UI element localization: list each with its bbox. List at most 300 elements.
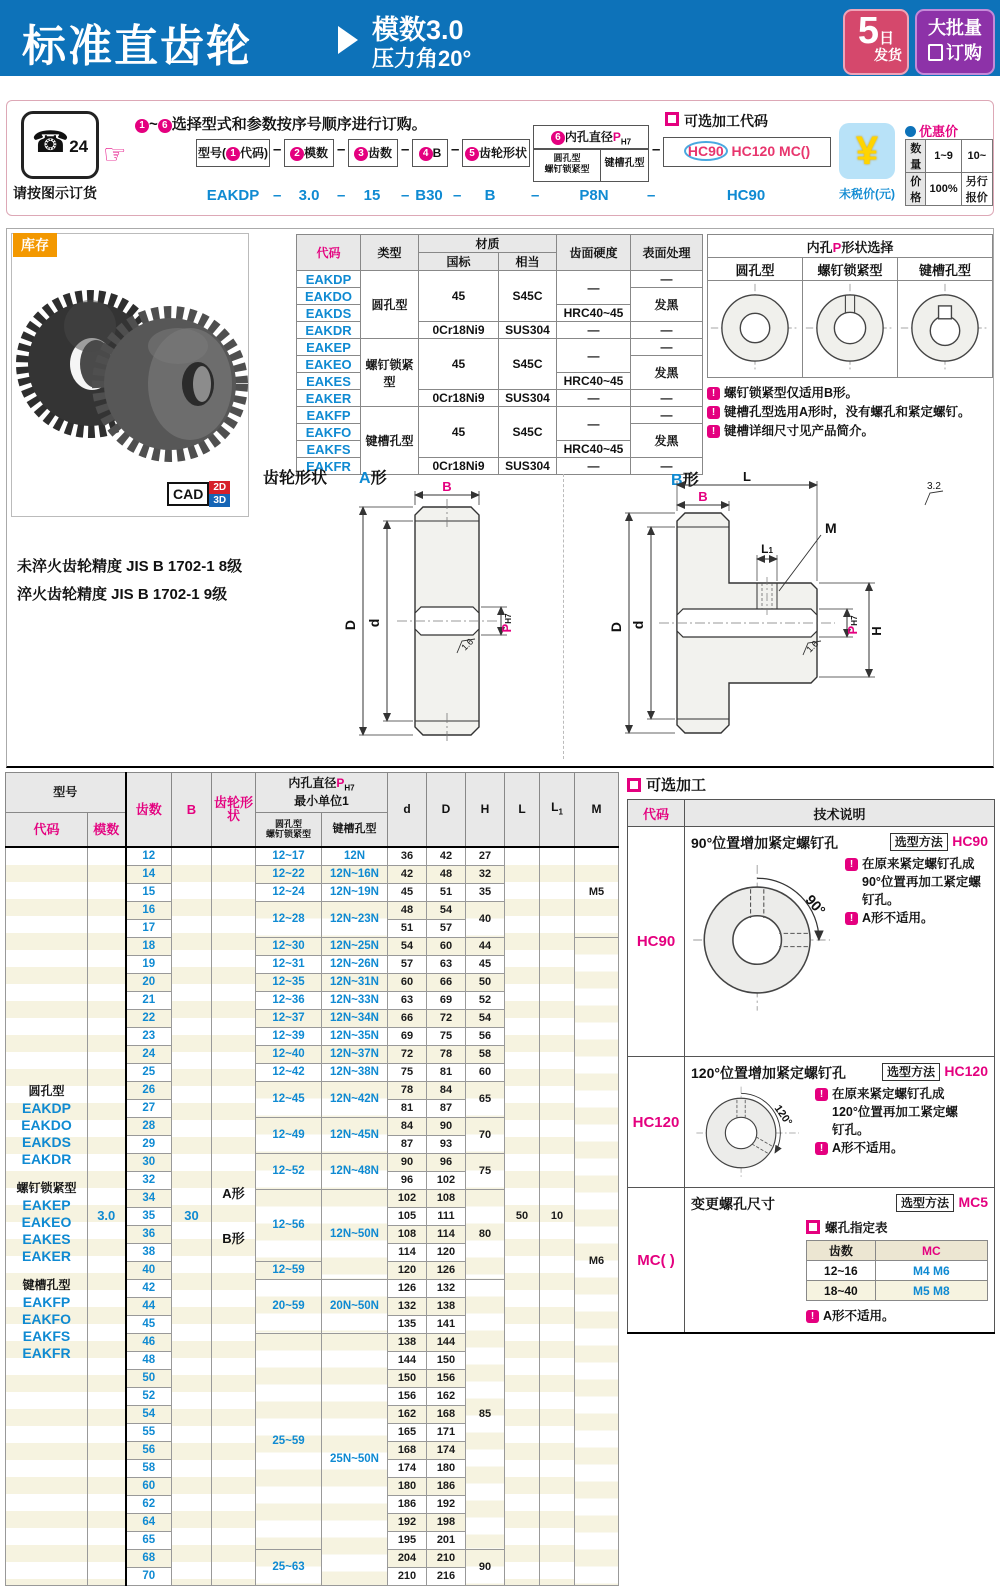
table-cell: 27 — [126, 1099, 172, 1117]
svg-text:PH7: PH7 — [845, 615, 860, 635]
table-cell: 80 — [466, 1189, 505, 1279]
material-code: EAKDR — [297, 322, 361, 339]
svg-text:B: B — [442, 479, 452, 494]
table-cell: 44 — [466, 937, 505, 955]
table-cell: 192 — [388, 1513, 427, 1531]
shape-a-label: A形 — [359, 470, 387, 487]
table-cell: 126 — [427, 1261, 466, 1279]
table-cell: 32 — [466, 865, 505, 883]
table-cell: 12~28 — [256, 901, 322, 937]
table-cell: 52 — [466, 991, 505, 1009]
dash: – — [273, 187, 282, 204]
table-cell: 22 — [126, 1009, 172, 1027]
header-bore-round: 圆孔型 螺钉锁紧型 — [256, 813, 322, 847]
table-cell: 32 — [126, 1171, 172, 1189]
dash: – — [531, 187, 540, 204]
table-cell: 54 — [388, 937, 427, 955]
table-cell: 12~56 — [256, 1189, 322, 1261]
table-cell: 204 — [388, 1549, 427, 1567]
table-cell: 186 — [388, 1495, 427, 1513]
material-cell: S45C — [499, 271, 557, 322]
table-cell: 20N~50N — [322, 1279, 388, 1333]
table-cell: 96 — [388, 1171, 427, 1189]
material-cell: 圆孔型 — [361, 271, 419, 339]
material-cell: 键槽孔型 — [361, 407, 419, 475]
dash: – — [273, 141, 282, 158]
header-bore-key: 键槽孔型 — [322, 813, 388, 847]
page-header — [0, 0, 1000, 76]
bore-shape-notes: ! 螺钉锁紧型仅适用B形。 ! 键槽孔型选用A形时，没有螺孔和紧定螺钉。 ! 键槽详细尺寸见产品简介。 — [707, 384, 993, 441]
table-cell: 70 — [126, 1567, 172, 1585]
table-cell: 35 — [466, 883, 505, 901]
table-cell: 46 — [126, 1333, 172, 1351]
table-cell: 66 — [427, 973, 466, 991]
table-cell: 29 — [126, 1135, 172, 1153]
table-cell: 69 — [427, 991, 466, 1009]
table-cell: 78 — [427, 1045, 466, 1063]
table-cell: 50 — [126, 1369, 172, 1387]
table-cell: 12~37 — [256, 1009, 322, 1027]
material-cell: — — [557, 390, 631, 407]
material-row — [297, 271, 703, 288]
dot-icon — [905, 126, 916, 137]
note-icon: ! — [707, 406, 720, 419]
table-cell: 3.0 — [88, 847, 126, 1586]
phone-caption: 请按图示订货 — [13, 185, 97, 201]
material-code: EAKEP — [297, 339, 361, 356]
dash: – — [451, 141, 460, 158]
table-cell: 156 — [427, 1369, 466, 1387]
svg-text:L1: L1 — [761, 542, 773, 556]
table-cell: 12 — [126, 847, 172, 866]
dash: – — [401, 141, 410, 158]
table-cell: 12N~19N — [322, 883, 388, 901]
note-icon: ! — [707, 387, 720, 400]
drawing-divider — [563, 474, 564, 759]
material-cell: 45 — [419, 271, 499, 322]
gear-shape-label: 齿轮形状 — [263, 470, 328, 487]
table-cell: 135 — [388, 1315, 427, 1333]
table-cell: 141 — [427, 1315, 466, 1333]
note-icon: ! — [845, 858, 858, 871]
material-cell: HRC40~45 — [557, 441, 631, 458]
table-cell: 84 — [427, 1081, 466, 1099]
table-cell: 198 — [427, 1513, 466, 1531]
bulk-order-badge: 大批量 订购 — [915, 9, 995, 75]
table-cell: 72 — [427, 1009, 466, 1027]
table-cell: 180 — [427, 1459, 466, 1477]
table-cell: 78 — [388, 1081, 427, 1099]
table-cell: 42 — [427, 847, 466, 866]
setscrew-bore-diagram — [804, 282, 896, 374]
material-code: EAKDO — [297, 288, 361, 305]
table-cell: 105 — [388, 1207, 427, 1225]
table-cell: 174 — [388, 1459, 427, 1477]
table-cell: 56 — [126, 1441, 172, 1459]
table-cell: 12~31 — [256, 955, 322, 973]
material-cell: — — [631, 458, 703, 475]
table-cell: 81 — [427, 1063, 466, 1081]
material-code: EAKER — [297, 390, 361, 407]
order-box-bore-types: 圆孔型 螺钉锁紧型 键槽孔型 — [533, 148, 649, 182]
optional-code-label: 可选加工代码 — [665, 111, 768, 131]
table-cell: 75 — [427, 1027, 466, 1045]
bore-col-setscrew: 螺钉锁紧型 — [803, 258, 898, 281]
material-cell: — — [631, 339, 703, 356]
table-cell: 65 — [466, 1081, 505, 1117]
table-cell: 12N~33N — [322, 991, 388, 1009]
material-code: EAKFS — [297, 441, 361, 458]
material-cell: 0Cr18Ni9 — [419, 390, 499, 407]
table-cell: M5 — [575, 847, 619, 938]
table-cell: 40 — [466, 901, 505, 937]
svg-text:H: H — [869, 626, 884, 636]
hc90-description: 90°位置增加紧定螺钉孔 选型方法 HC90 90° ! 在原来紧定螺钉孔成90°位置再加工紧定螺钉孔。 ! A形不适用。 — [685, 827, 995, 1057]
table-cell: 17 — [126, 919, 172, 937]
svg-text:1.6: 1.6 — [804, 638, 821, 655]
table-cell: 90 — [388, 1153, 427, 1171]
pointing-finger-icon: ☞ — [103, 139, 127, 169]
table-cell: 192 — [427, 1495, 466, 1513]
table-cell: 69 — [388, 1027, 427, 1045]
cad-2d-badge: 2D — [209, 481, 230, 494]
example-bore: P8N — [579, 187, 609, 204]
table-cell: 102 — [388, 1189, 427, 1207]
table-cell: 12N~31N — [322, 973, 388, 991]
square-icon — [627, 778, 641, 792]
material-cell: — — [631, 390, 703, 407]
table-cell: 70 — [466, 1117, 505, 1153]
table-cell: 64 — [126, 1513, 172, 1531]
deal-price-title: 优惠价 — [905, 121, 958, 140]
header-L1: $L_1$ — [540, 773, 575, 847]
material-code: EAKDP — [297, 271, 361, 288]
table-cell: 16 — [126, 901, 172, 919]
table-cell: 48 — [427, 865, 466, 883]
table-cell: 12~17 — [256, 847, 322, 866]
table-cell: 12N~26N — [322, 955, 388, 973]
table-cell: 201 — [427, 1531, 466, 1549]
table-cell: 108 — [388, 1225, 427, 1243]
note-icon: ! — [815, 1088, 828, 1101]
page-title: 标准直齿轮 — [22, 22, 252, 71]
table-cell: 圆孔型 EAKDP EAKDO EAKDS EAKDR 螺钉锁紧型 EAKEP EAKEO EAKES EAKER 键槽孔型 EAKFP EAKFO EAKFS EAKFR — [6, 847, 88, 1586]
table-cell: 12~42 — [256, 1063, 322, 1081]
table-cell: 10 — [540, 847, 575, 1586]
table-cell: 12~59 — [256, 1261, 322, 1279]
table-cell: 38 — [126, 1243, 172, 1261]
table-cell: 51 — [388, 919, 427, 937]
table-cell: 144 — [388, 1351, 427, 1369]
dash: – — [647, 187, 656, 204]
table-cell: 162 — [427, 1387, 466, 1405]
precision-note-1: 未淬火齿轮精度 JIS B 1702-1 8级 — [17, 558, 243, 575]
header-H: H — [466, 773, 505, 847]
order-box-shape: 5 齿轮形状 — [462, 139, 530, 167]
hc120-diagram — [691, 1085, 811, 1181]
example-shape: B — [484, 187, 496, 204]
table-cell: 144 — [427, 1333, 466, 1351]
material-table: 代码 类型 材质 齿面硬度 表面处理 国标 相当 EAKDP 圆孔型 45 S45C — — EAKDO 发黑 EAKDS HRC40~45 EAKDR 0Cr18Ni9 SUS304 — — EAKEP 螺钉锁紧型 45 S45C — — EAKEO 发黑 EAKES HRC40~45 EAKER 0Cr18Ni9 SUS304 — — EAKFP 键槽孔型 45 S45C — — EAKFO 发黑 EAKFS HRC40~45 EAKFR 0Cr18Ni9 SUS304 — — — [296, 234, 703, 475]
table-cell: 138 — [388, 1333, 427, 1351]
table-cell: 25~59 — [256, 1333, 322, 1549]
table-cell: 58 — [126, 1459, 172, 1477]
table-cell: 75 — [466, 1153, 505, 1189]
table-cell: 24 — [126, 1045, 172, 1063]
material-cell: 发黑 — [631, 356, 703, 390]
table-cell: 26 — [126, 1081, 172, 1099]
ordering-guide — [6, 100, 994, 216]
table-cell: 58 — [466, 1045, 505, 1063]
table-cell: 90 — [427, 1117, 466, 1135]
table-cell: 44 — [126, 1297, 172, 1315]
table-cell: 210 — [388, 1567, 427, 1585]
table-cell: 114 — [388, 1243, 427, 1261]
table-cell: 15 — [126, 883, 172, 901]
material-code: EAKFP — [297, 407, 361, 424]
table-cell: 48 — [126, 1351, 172, 1369]
table-cell: 27 — [466, 847, 505, 866]
svg-text:d: d — [630, 620, 646, 630]
svg-text:D: D — [342, 619, 358, 631]
material-cell: — — [557, 322, 631, 339]
table-cell: 111 — [427, 1207, 466, 1225]
header-L: L — [505, 773, 540, 847]
example-code: EAKDP — [206, 187, 260, 204]
svg-text:D: D — [608, 621, 624, 633]
note-icon: ! — [845, 912, 858, 925]
table-cell: 12N~37N — [322, 1045, 388, 1063]
material-cell: 45 — [419, 339, 499, 390]
example-module: 3.0 — [298, 187, 320, 204]
table-cell: 12~35 — [256, 973, 322, 991]
note-icon: ! — [815, 1142, 828, 1155]
table-cell: 25N~50N — [322, 1333, 388, 1585]
shape-b-label: B形 — [671, 472, 699, 489]
table-cell: 21 — [126, 991, 172, 1009]
table-cell: 81 — [388, 1099, 427, 1117]
table-cell: 120 — [427, 1243, 466, 1261]
table-cell: 180 — [388, 1477, 427, 1495]
note-icon: ! — [806, 1310, 819, 1323]
material-cell: HRC40~45 — [557, 305, 631, 322]
table-cell: 62 — [126, 1495, 172, 1513]
table-cell: 40 — [126, 1261, 172, 1279]
table-cell: 55 — [126, 1423, 172, 1441]
bore-col-keyway: 键槽孔型 — [898, 258, 993, 281]
svg-text:L: L — [743, 469, 751, 484]
material-code: EAKES — [297, 373, 361, 390]
material-cell: HRC40~45 — [557, 373, 631, 390]
table-cell: 63 — [388, 991, 427, 1009]
table-cell: 168 — [427, 1405, 466, 1423]
table-cell: 12~45 — [256, 1081, 322, 1117]
header-d: d — [388, 773, 427, 847]
table-row — [6, 847, 619, 866]
table-cell: 132 — [388, 1297, 427, 1315]
material-code: EAKDS — [297, 305, 361, 322]
table-cell: 50 — [505, 847, 540, 1586]
table-cell: 174 — [427, 1441, 466, 1459]
hc90-diagram — [691, 855, 841, 1025]
note-icon: ! — [707, 425, 720, 438]
dimension-table — [5, 772, 619, 1586]
dash: – — [337, 141, 346, 158]
example-B: B30 — [415, 187, 443, 204]
table-cell: 45 — [126, 1315, 172, 1333]
code-hc120: HC120 — [628, 1057, 685, 1188]
optional-title: 可选加工 — [627, 774, 995, 795]
table-cell: 162 — [388, 1405, 427, 1423]
order-box-bore-label: 6 内孔直径$P_{H7}$ — [533, 125, 649, 150]
table-cell: 75 — [388, 1063, 427, 1081]
table-cell: 45 — [466, 955, 505, 973]
header-shape: 齿轮形状 — [212, 773, 256, 847]
table-cell: 25 — [126, 1063, 172, 1081]
table-cell: 19 — [126, 955, 172, 973]
table-cell: 18 — [126, 937, 172, 955]
table-cell: M6 — [575, 937, 619, 1585]
table-cell: 165 — [388, 1423, 427, 1441]
table-cell: 56 — [466, 1027, 505, 1045]
table-cell: 30 — [126, 1153, 172, 1171]
table-cell: 45 — [388, 883, 427, 901]
mc-description: 变更螺孔尺寸 选型方法 MC5 螺孔指定表 齿数 MC 12~16 M4 M6 18~40 M5 M8 ! A形不适用。 — [685, 1188, 995, 1334]
material-cell: 45 — [419, 407, 499, 458]
gear-photo — [12, 234, 246, 514]
material-cell: S45C — [499, 407, 557, 458]
header-D: D — [427, 773, 466, 847]
material-cell: 发黑 — [631, 424, 703, 458]
dash: – — [401, 187, 410, 204]
material-cell: — — [557, 271, 631, 305]
shape-a-drawing — [297, 481, 547, 761]
optional-codes-box: HC90 HC120 MC() — [663, 137, 831, 167]
svg-text:1.6: 1.6 — [459, 636, 476, 653]
svg-text:90°: 90° — [801, 892, 829, 920]
table-cell: 52 — [126, 1387, 172, 1405]
product-info-section — [6, 228, 994, 768]
pressure-angle-subtitle: 压力角20° — [372, 46, 472, 71]
material-cell: 0Cr18Ni9 — [419, 458, 499, 475]
svg-text:d: d — [366, 618, 382, 628]
table-cell: 72 — [388, 1045, 427, 1063]
table-cell: 216 — [427, 1567, 466, 1585]
table-cell: 12~49 — [256, 1117, 322, 1153]
table-cell: 168 — [388, 1441, 427, 1459]
table-cell: 28 — [126, 1117, 172, 1135]
deal-price-table: 数量 1~9 10~ 价格 100% 另行报价 — [905, 139, 993, 206]
shape-b-drawing — [607, 471, 993, 763]
thread-spec-table: 齿数 MC 12~16 M4 M6 18~40 M5 M8 — [806, 1240, 988, 1301]
table-cell: 66 — [388, 1009, 427, 1027]
material-cell: — — [557, 407, 631, 441]
material-cell: 螺钉锁紧型 — [361, 339, 419, 407]
table-cell: 57 — [388, 955, 427, 973]
material-cell: 0Cr18Ni9 — [419, 322, 499, 339]
table-cell: 48 — [388, 901, 427, 919]
cad-badge: CAD 2D 3D — [167, 481, 230, 507]
phone-24h-icon: ☎24 — [21, 111, 99, 179]
table-cell: 14 — [126, 865, 172, 883]
table-cell: 36 — [388, 847, 427, 866]
table-cell: 186 — [427, 1477, 466, 1495]
header-teeth: 齿数 — [126, 773, 172, 847]
keyway-bore-diagram — [899, 282, 991, 374]
precision-note-2: 淬火齿轮精度 JIS B 1702-1 9级 — [17, 586, 228, 603]
table-cell: 51 — [427, 883, 466, 901]
material-row — [297, 407, 703, 424]
material-code: EAKFO — [297, 424, 361, 441]
table-cell: 12N~34N — [322, 1009, 388, 1027]
arrow-right-icon — [338, 26, 358, 54]
svg-text:120°: 120° — [771, 1103, 795, 1129]
table-cell: 171 — [427, 1423, 466, 1441]
table-cell: 12N~45N — [322, 1117, 388, 1153]
table-cell: 60 — [427, 937, 466, 955]
table-cell: 87 — [427, 1099, 466, 1117]
table-cell: 138 — [427, 1297, 466, 1315]
table-cell: 50 — [466, 973, 505, 991]
table-cell: 84 — [388, 1117, 427, 1135]
table-cell: 12N~50N — [322, 1189, 388, 1279]
material-cell: — — [631, 271, 703, 288]
table-cell: 132 — [427, 1279, 466, 1297]
table-cell: 12~36 — [256, 991, 322, 1009]
table-cell: 12N~35N — [322, 1027, 388, 1045]
table-cell: 102 — [427, 1171, 466, 1189]
order-box-model: 型号( 1 代码) — [196, 139, 270, 167]
table-cell: 96 — [427, 1153, 466, 1171]
dash: – — [652, 141, 661, 158]
table-cell: 12N~23N — [322, 901, 388, 937]
cad-3d-badge: 3D — [209, 494, 230, 507]
bore-shape-title: 内孔P形状选择 — [708, 235, 993, 258]
table-cell: 60 — [388, 973, 427, 991]
material-cell: SUS304 — [499, 458, 557, 475]
material-row — [297, 390, 703, 407]
table-cell: 120 — [388, 1261, 427, 1279]
order-box-module: 2 模数 — [284, 139, 334, 167]
ship-5day-badge: 5日 发货 — [843, 9, 909, 75]
table-cell: 114 — [427, 1225, 466, 1243]
table-cell: 63 — [427, 955, 466, 973]
table-cell: 195 — [388, 1531, 427, 1549]
table-cell: 12N — [322, 847, 388, 866]
table-cell: 57 — [427, 919, 466, 937]
table-cell: 54 — [466, 1009, 505, 1027]
material-code: EAKEO — [297, 356, 361, 373]
table-cell: 60 — [466, 1063, 505, 1081]
table-cell: 12~24 — [256, 883, 322, 901]
table-cell: 90 — [466, 1549, 505, 1585]
table-cell: 108 — [427, 1189, 466, 1207]
material-cell: SUS304 — [499, 322, 557, 339]
table-cell: 87 — [388, 1135, 427, 1153]
table-cell: 156 — [388, 1387, 427, 1405]
header-model: 型号 — [6, 773, 126, 813]
table-cell: 85 — [466, 1279, 505, 1549]
table-cell: 36 — [126, 1225, 172, 1243]
material-cell: 发黑 — [631, 288, 703, 322]
header-bore: 内孔直径$P_{H7}$ 最小单位1 — [256, 773, 388, 813]
bore-col-round: 圆孔型 — [708, 258, 803, 281]
table-cell: 12~52 — [256, 1153, 322, 1189]
square-icon — [806, 1220, 820, 1234]
table-cell: 42 — [388, 865, 427, 883]
example-teeth: 15 — [363, 187, 381, 204]
svg-text:M: M — [825, 520, 837, 536]
